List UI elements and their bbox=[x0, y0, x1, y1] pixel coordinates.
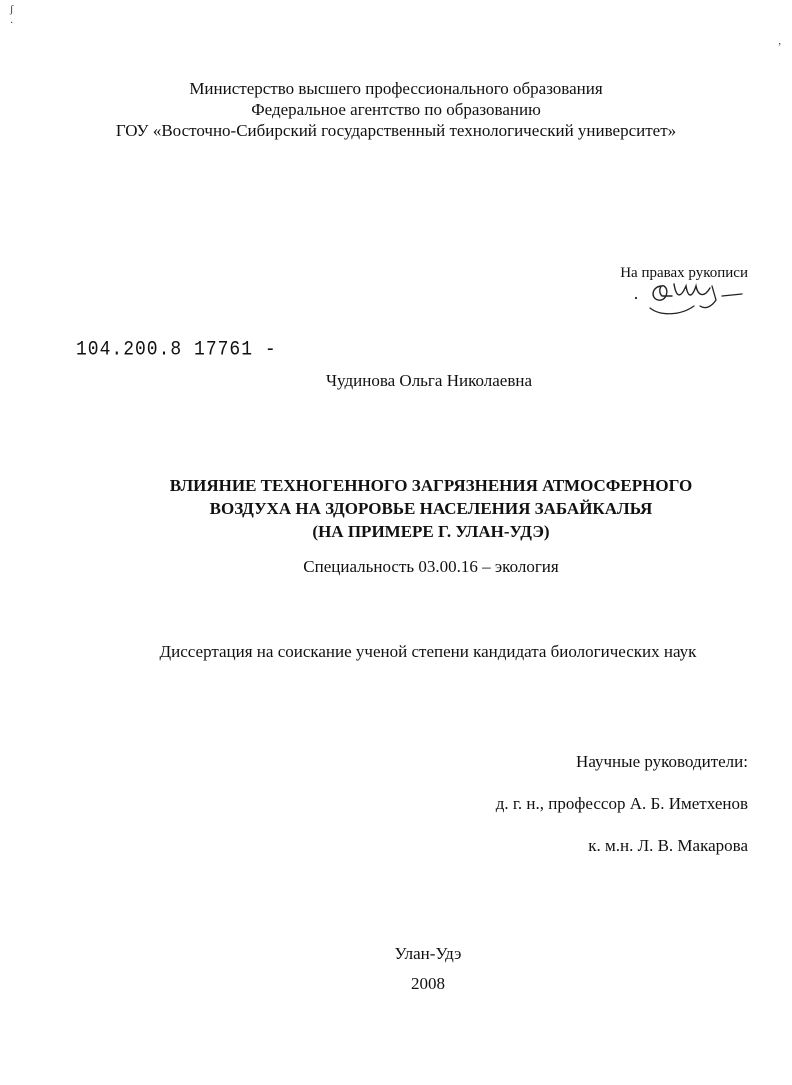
corner-mark: · bbox=[10, 18, 14, 29]
ministry-name: Министерство высшего профессионального образования bbox=[189, 79, 603, 98]
agency-name: Федеральное агентство по образованию bbox=[251, 100, 541, 119]
author-signature bbox=[630, 276, 750, 320]
year: 2008 bbox=[411, 974, 445, 993]
corner-mark: ʼ bbox=[778, 42, 782, 53]
title-line: ВЛИЯНИЕ ТЕХНОГЕННОГО ЗАГРЯЗНЕНИЯ АТМОСФЕРНОГО bbox=[169, 476, 693, 495]
university-name: ГОУ «Восточно-Сибирский государственный технологический университет» bbox=[115, 121, 677, 140]
registry-number: 104.200.8 17761 - bbox=[76, 339, 277, 362]
dissertation-title bbox=[0, 474, 792, 543]
author-name: Чудинова Ольга Николаевна bbox=[326, 371, 532, 390]
supervisor-second: к. м.н. Л. В. Макарова bbox=[588, 836, 748, 855]
specialty: Специальность 03.00.16 – экология bbox=[303, 557, 559, 576]
institution-header bbox=[0, 78, 792, 141]
supervisor-first: д. г. н., профессор А. Б. Иметхенов bbox=[495, 794, 748, 813]
supervisors-heading: Научные руководители: bbox=[576, 752, 748, 771]
title-line: (НА ПРИМЕРЕ Г. УЛАН-УДЭ) bbox=[312, 522, 550, 541]
city: Улан-Удэ bbox=[394, 944, 462, 963]
corner-mark: ʃ bbox=[10, 4, 14, 15]
manuscript-rights-note: На правах рукописи bbox=[620, 265, 748, 281]
degree-statement: Диссертация на соискание ученой степени кандидата биологических наук bbox=[159, 642, 697, 661]
title-line: ВОЗДУХА НА ЗДОРОВЬЕ НАСЕЛЕНИЯ ЗАБАЙКАЛЬЯ bbox=[209, 499, 653, 518]
